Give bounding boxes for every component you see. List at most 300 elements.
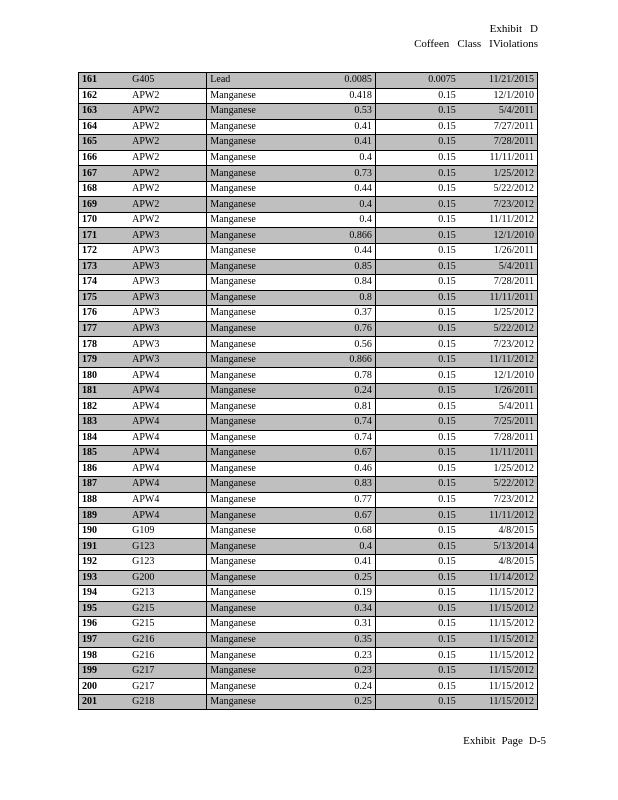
row-number: 177 bbox=[79, 321, 130, 337]
well-id: APW3 bbox=[129, 244, 207, 260]
row-number: 178 bbox=[79, 337, 130, 353]
table-row bbox=[79, 368, 538, 384]
table-row bbox=[79, 415, 538, 431]
result-value: 0.8 bbox=[289, 290, 375, 306]
row-number: 196 bbox=[79, 617, 130, 633]
row-number: 190 bbox=[79, 523, 130, 539]
result-value: 0.44 bbox=[289, 181, 375, 197]
well-id: APW3 bbox=[129, 259, 207, 275]
well-id: APW3 bbox=[129, 337, 207, 353]
row-number: 189 bbox=[79, 508, 130, 524]
class-word: Class bbox=[457, 38, 482, 50]
standard-value: 0.15 bbox=[375, 554, 458, 570]
constituent: Manganese bbox=[207, 586, 290, 602]
table-row bbox=[79, 150, 538, 166]
result-value: 0.24 bbox=[289, 679, 375, 695]
exhibit-subtitle bbox=[414, 37, 538, 51]
row-number: 166 bbox=[79, 150, 130, 166]
constituent: Manganese bbox=[207, 119, 290, 135]
constituent: Manganese bbox=[207, 104, 290, 120]
well-id: G123 bbox=[129, 539, 207, 555]
result-value: 0.24 bbox=[289, 383, 375, 399]
row-number: 187 bbox=[79, 477, 130, 493]
row-number: 180 bbox=[79, 368, 130, 384]
row-number: 167 bbox=[79, 166, 130, 182]
sample-date: 5/4/2011 bbox=[459, 259, 538, 275]
standard-value: 0.15 bbox=[375, 570, 458, 586]
sample-date: 11/14/2012 bbox=[459, 570, 538, 586]
well-id: APW3 bbox=[129, 352, 207, 368]
well-id: G217 bbox=[129, 663, 207, 679]
result-value: 0.77 bbox=[289, 492, 375, 508]
table-row bbox=[79, 275, 538, 291]
constituent: Manganese bbox=[207, 306, 290, 322]
row-number: 188 bbox=[79, 492, 130, 508]
table-row bbox=[79, 73, 538, 89]
table-row bbox=[79, 399, 538, 415]
result-value: 0.84 bbox=[289, 275, 375, 291]
well-id: APW4 bbox=[129, 477, 207, 493]
constituent: Manganese bbox=[207, 275, 290, 291]
standard-value: 0.15 bbox=[375, 352, 458, 368]
sample-date: 11/15/2012 bbox=[459, 663, 538, 679]
standard-value: 0.15 bbox=[375, 244, 458, 260]
violations-table bbox=[78, 72, 538, 710]
standard-value: 0.15 bbox=[375, 663, 458, 679]
well-id: APW2 bbox=[129, 212, 207, 228]
table-row bbox=[79, 228, 538, 244]
sample-date: 4/8/2015 bbox=[459, 523, 538, 539]
table-row bbox=[79, 617, 538, 633]
constituent: Manganese bbox=[207, 508, 290, 524]
row-number: 172 bbox=[79, 244, 130, 260]
table-row bbox=[79, 679, 538, 695]
constituent: Manganese bbox=[207, 321, 290, 337]
result-value: 0.41 bbox=[289, 135, 375, 151]
standard-value: 0.15 bbox=[375, 632, 458, 648]
table-row bbox=[79, 554, 538, 570]
standard-value: 0.15 bbox=[375, 119, 458, 135]
sample-date: 11/11/2011 bbox=[459, 150, 538, 166]
well-id: G109 bbox=[129, 523, 207, 539]
sample-date: 11/15/2012 bbox=[459, 679, 538, 695]
constituent: Manganese bbox=[207, 601, 290, 617]
constituent: Manganese bbox=[207, 399, 290, 415]
row-number: 164 bbox=[79, 119, 130, 135]
sample-date: 11/15/2012 bbox=[459, 617, 538, 633]
table-row bbox=[79, 119, 538, 135]
sample-date: 12/1/2010 bbox=[459, 368, 538, 384]
constituent: Manganese bbox=[207, 492, 290, 508]
sample-date: 7/28/2011 bbox=[459, 430, 538, 446]
sample-date: 11/11/2011 bbox=[459, 290, 538, 306]
table-row bbox=[79, 181, 538, 197]
table-row bbox=[79, 694, 538, 710]
row-number: 181 bbox=[79, 383, 130, 399]
constituent: Manganese bbox=[207, 679, 290, 695]
standard-value: 0.15 bbox=[375, 601, 458, 617]
exhibit-word: Exhibit bbox=[489, 23, 523, 35]
standard-value: 0.15 bbox=[375, 368, 458, 384]
footer-page-number: D-5 bbox=[528, 735, 546, 747]
sample-date: 4/8/2015 bbox=[459, 554, 538, 570]
sample-date: 7/28/2011 bbox=[459, 275, 538, 291]
sample-date: 1/25/2012 bbox=[459, 306, 538, 322]
well-id: APW3 bbox=[129, 290, 207, 306]
sample-date: 11/11/2012 bbox=[459, 508, 538, 524]
constituent: Lead bbox=[207, 73, 290, 89]
sample-date: 7/25/2011 bbox=[459, 415, 538, 431]
result-value: 0.418 bbox=[289, 88, 375, 104]
standard-value: 0.15 bbox=[375, 228, 458, 244]
result-value: 0.19 bbox=[289, 586, 375, 602]
sample-date: 11/15/2012 bbox=[459, 601, 538, 617]
standard-value: 0.15 bbox=[375, 617, 458, 633]
sample-date: 12/1/2010 bbox=[459, 228, 538, 244]
standard-value: 0.15 bbox=[375, 383, 458, 399]
standard-value: 0.15 bbox=[375, 290, 458, 306]
table-row bbox=[79, 104, 538, 120]
standard-value: 0.15 bbox=[375, 150, 458, 166]
exhibit-letter: D bbox=[530, 23, 538, 35]
well-id: G213 bbox=[129, 586, 207, 602]
page-footer bbox=[463, 735, 546, 747]
well-id: APW3 bbox=[129, 306, 207, 322]
constituent: Manganese bbox=[207, 430, 290, 446]
sample-date: 12/1/2010 bbox=[459, 88, 538, 104]
well-id: APW2 bbox=[129, 104, 207, 120]
standard-value: 0.15 bbox=[375, 679, 458, 695]
row-number: 175 bbox=[79, 290, 130, 306]
well-id: APW2 bbox=[129, 150, 207, 166]
sample-date: 7/23/2012 bbox=[459, 337, 538, 353]
result-value: 0.78 bbox=[289, 368, 375, 384]
row-number: 163 bbox=[79, 104, 130, 120]
result-value: 0.866 bbox=[289, 228, 375, 244]
exhibit-title bbox=[490, 22, 538, 36]
table-row bbox=[79, 508, 538, 524]
constituent: Manganese bbox=[207, 166, 290, 182]
well-id: APW4 bbox=[129, 399, 207, 415]
row-number: 173 bbox=[79, 259, 130, 275]
standard-value: 0.15 bbox=[375, 88, 458, 104]
standard-value: 0.15 bbox=[375, 275, 458, 291]
constituent: Manganese bbox=[207, 383, 290, 399]
result-value: 0.41 bbox=[289, 119, 375, 135]
constituent: Manganese bbox=[207, 632, 290, 648]
constituent: Manganese bbox=[207, 135, 290, 151]
result-value: 0.25 bbox=[289, 570, 375, 586]
row-number: 176 bbox=[79, 306, 130, 322]
constituent: Manganese bbox=[207, 554, 290, 570]
row-number: 170 bbox=[79, 212, 130, 228]
row-number: 193 bbox=[79, 570, 130, 586]
well-id: APW2 bbox=[129, 88, 207, 104]
violations-word: IViolations bbox=[489, 38, 538, 50]
constituent: Manganese bbox=[207, 694, 290, 710]
table-row bbox=[79, 477, 538, 493]
row-number: 194 bbox=[79, 586, 130, 602]
result-value: 0.4 bbox=[289, 539, 375, 555]
sample-date: 11/15/2012 bbox=[459, 632, 538, 648]
well-id: APW3 bbox=[129, 275, 207, 291]
sample-date: 11/21/2015 bbox=[459, 73, 538, 89]
table-row bbox=[79, 135, 538, 151]
sample-date: 7/27/2011 bbox=[459, 119, 538, 135]
well-id: APW2 bbox=[129, 119, 207, 135]
sample-date: 11/15/2012 bbox=[459, 694, 538, 710]
sample-date: 5/4/2011 bbox=[459, 399, 538, 415]
constituent: Manganese bbox=[207, 461, 290, 477]
well-id: G123 bbox=[129, 554, 207, 570]
well-id: APW4 bbox=[129, 415, 207, 431]
footer-exhibit: Exhibit bbox=[463, 735, 496, 747]
table-row bbox=[79, 259, 538, 275]
sample-date: 11/11/2012 bbox=[459, 212, 538, 228]
constituent: Manganese bbox=[207, 415, 290, 431]
footer-page: Page bbox=[501, 735, 523, 747]
result-value: 0.76 bbox=[289, 321, 375, 337]
well-id: G218 bbox=[129, 694, 207, 710]
table-row bbox=[79, 523, 538, 539]
result-value: 0.34 bbox=[289, 601, 375, 617]
constituent: Manganese bbox=[207, 244, 290, 260]
well-id: APW3 bbox=[129, 228, 207, 244]
sample-date: 1/26/2011 bbox=[459, 244, 538, 260]
table-row bbox=[79, 337, 538, 353]
row-number: 161 bbox=[79, 73, 130, 89]
constituent: Manganese bbox=[207, 228, 290, 244]
well-id: APW2 bbox=[129, 166, 207, 182]
standard-value: 0.15 bbox=[375, 446, 458, 462]
table-row bbox=[79, 88, 538, 104]
well-id: APW2 bbox=[129, 197, 207, 213]
standard-value: 0.15 bbox=[375, 477, 458, 493]
row-number: 169 bbox=[79, 197, 130, 213]
row-number: 195 bbox=[79, 601, 130, 617]
table-row bbox=[79, 290, 538, 306]
row-number: 198 bbox=[79, 648, 130, 664]
well-id: APW4 bbox=[129, 508, 207, 524]
standard-value: 0.15 bbox=[375, 461, 458, 477]
table-row bbox=[79, 197, 538, 213]
row-number: 197 bbox=[79, 632, 130, 648]
well-id: APW4 bbox=[129, 430, 207, 446]
standard-value: 0.15 bbox=[375, 166, 458, 182]
standard-value: 0.0075 bbox=[375, 73, 458, 89]
result-value: 0.866 bbox=[289, 352, 375, 368]
constituent: Manganese bbox=[207, 337, 290, 353]
result-value: 0.4 bbox=[289, 212, 375, 228]
constituent: Manganese bbox=[207, 663, 290, 679]
constituent: Manganese bbox=[207, 259, 290, 275]
table-row bbox=[79, 352, 538, 368]
result-value: 0.74 bbox=[289, 415, 375, 431]
standard-value: 0.15 bbox=[375, 430, 458, 446]
result-value: 0.37 bbox=[289, 306, 375, 322]
standard-value: 0.15 bbox=[375, 399, 458, 415]
well-id: G215 bbox=[129, 601, 207, 617]
table-row bbox=[79, 244, 538, 260]
row-number: 201 bbox=[79, 694, 130, 710]
well-id: APW4 bbox=[129, 383, 207, 399]
table-row bbox=[79, 212, 538, 228]
row-number: 184 bbox=[79, 430, 130, 446]
well-id: G405 bbox=[129, 73, 207, 89]
result-value: 0.46 bbox=[289, 461, 375, 477]
row-number: 171 bbox=[79, 228, 130, 244]
result-value: 0.53 bbox=[289, 104, 375, 120]
table-row bbox=[79, 601, 538, 617]
standard-value: 0.15 bbox=[375, 648, 458, 664]
result-value: 0.67 bbox=[289, 508, 375, 524]
row-number: 174 bbox=[79, 275, 130, 291]
result-value: 0.25 bbox=[289, 694, 375, 710]
sample-date: 7/28/2011 bbox=[459, 135, 538, 151]
site-name: Coffeen bbox=[414, 38, 450, 50]
result-value: 0.35 bbox=[289, 632, 375, 648]
constituent: Manganese bbox=[207, 212, 290, 228]
table-row bbox=[79, 461, 538, 477]
constituent: Manganese bbox=[207, 617, 290, 633]
standard-value: 0.15 bbox=[375, 181, 458, 197]
constituent: Manganese bbox=[207, 368, 290, 384]
standard-value: 0.15 bbox=[375, 694, 458, 710]
well-id: APW3 bbox=[129, 321, 207, 337]
sample-date: 11/11/2011 bbox=[459, 446, 538, 462]
sample-date: 7/23/2012 bbox=[459, 197, 538, 213]
standard-value: 0.15 bbox=[375, 259, 458, 275]
table-row bbox=[79, 166, 538, 182]
table-row bbox=[79, 663, 538, 679]
result-value: 0.67 bbox=[289, 446, 375, 462]
well-id: G215 bbox=[129, 617, 207, 633]
result-value: 0.68 bbox=[289, 523, 375, 539]
table-row bbox=[79, 632, 538, 648]
well-id: G216 bbox=[129, 632, 207, 648]
standard-value: 0.15 bbox=[375, 492, 458, 508]
sample-date: 7/23/2012 bbox=[459, 492, 538, 508]
standard-value: 0.15 bbox=[375, 523, 458, 539]
constituent: Manganese bbox=[207, 477, 290, 493]
row-number: 191 bbox=[79, 539, 130, 555]
sample-date: 5/22/2012 bbox=[459, 321, 538, 337]
constituent: Manganese bbox=[207, 150, 290, 166]
standard-value: 0.15 bbox=[375, 337, 458, 353]
constituent: Manganese bbox=[207, 197, 290, 213]
table-row bbox=[79, 321, 538, 337]
row-number: 185 bbox=[79, 446, 130, 462]
result-value: 0.73 bbox=[289, 166, 375, 182]
row-number: 200 bbox=[79, 679, 130, 695]
standard-value: 0.15 bbox=[375, 197, 458, 213]
sample-date: 5/4/2011 bbox=[459, 104, 538, 120]
row-number: 183 bbox=[79, 415, 130, 431]
table-row bbox=[79, 539, 538, 555]
sample-date: 11/15/2012 bbox=[459, 648, 538, 664]
sample-date: 5/22/2012 bbox=[459, 477, 538, 493]
standard-value: 0.15 bbox=[375, 539, 458, 555]
well-id: APW4 bbox=[129, 446, 207, 462]
well-id: G200 bbox=[129, 570, 207, 586]
result-value: 0.83 bbox=[289, 477, 375, 493]
result-value: 0.41 bbox=[289, 554, 375, 570]
constituent: Manganese bbox=[207, 648, 290, 664]
result-value: 0.4 bbox=[289, 197, 375, 213]
constituent: Manganese bbox=[207, 523, 290, 539]
row-number: 192 bbox=[79, 554, 130, 570]
result-value: 0.56 bbox=[289, 337, 375, 353]
row-number: 162 bbox=[79, 88, 130, 104]
constituent: Manganese bbox=[207, 181, 290, 197]
sample-date: 1/25/2012 bbox=[459, 166, 538, 182]
well-id: G216 bbox=[129, 648, 207, 664]
table-row bbox=[79, 306, 538, 322]
result-value: 0.31 bbox=[289, 617, 375, 633]
table-row bbox=[79, 383, 538, 399]
result-value: 0.0085 bbox=[289, 73, 375, 89]
row-number: 182 bbox=[79, 399, 130, 415]
table-row bbox=[79, 430, 538, 446]
sample-date: 5/13/2014 bbox=[459, 539, 538, 555]
table-row bbox=[79, 570, 538, 586]
sample-date: 1/25/2012 bbox=[459, 461, 538, 477]
standard-value: 0.15 bbox=[375, 508, 458, 524]
well-id: APW2 bbox=[129, 181, 207, 197]
result-value: 0.23 bbox=[289, 648, 375, 664]
sample-date: 11/11/2012 bbox=[459, 352, 538, 368]
well-id: APW4 bbox=[129, 461, 207, 477]
table-row bbox=[79, 586, 538, 602]
constituent: Manganese bbox=[207, 539, 290, 555]
sample-date: 5/22/2012 bbox=[459, 181, 538, 197]
constituent: Manganese bbox=[207, 446, 290, 462]
standard-value: 0.15 bbox=[375, 306, 458, 322]
table-row bbox=[79, 492, 538, 508]
well-id: APW4 bbox=[129, 492, 207, 508]
row-number: 186 bbox=[79, 461, 130, 477]
result-value: 0.85 bbox=[289, 259, 375, 275]
result-value: 0.44 bbox=[289, 244, 375, 260]
constituent: Manganese bbox=[207, 290, 290, 306]
standard-value: 0.15 bbox=[375, 321, 458, 337]
result-value: 0.81 bbox=[289, 399, 375, 415]
violations-table-body bbox=[79, 73, 538, 710]
row-number: 179 bbox=[79, 352, 130, 368]
result-value: 0.4 bbox=[289, 150, 375, 166]
well-id: APW4 bbox=[129, 368, 207, 384]
well-id: APW2 bbox=[129, 135, 207, 151]
table-row bbox=[79, 446, 538, 462]
constituent: Manganese bbox=[207, 88, 290, 104]
constituent: Manganese bbox=[207, 570, 290, 586]
result-value: 0.23 bbox=[289, 663, 375, 679]
result-value: 0.74 bbox=[289, 430, 375, 446]
standard-value: 0.15 bbox=[375, 415, 458, 431]
standard-value: 0.15 bbox=[375, 135, 458, 151]
standard-value: 0.15 bbox=[375, 212, 458, 228]
row-number: 168 bbox=[79, 181, 130, 197]
table-row bbox=[79, 648, 538, 664]
row-number: 199 bbox=[79, 663, 130, 679]
sample-date: 11/15/2012 bbox=[459, 586, 538, 602]
standard-value: 0.15 bbox=[375, 104, 458, 120]
row-number: 165 bbox=[79, 135, 130, 151]
constituent: Manganese bbox=[207, 352, 290, 368]
well-id: G217 bbox=[129, 679, 207, 695]
standard-value: 0.15 bbox=[375, 586, 458, 602]
sample-date: 1/26/2011 bbox=[459, 383, 538, 399]
